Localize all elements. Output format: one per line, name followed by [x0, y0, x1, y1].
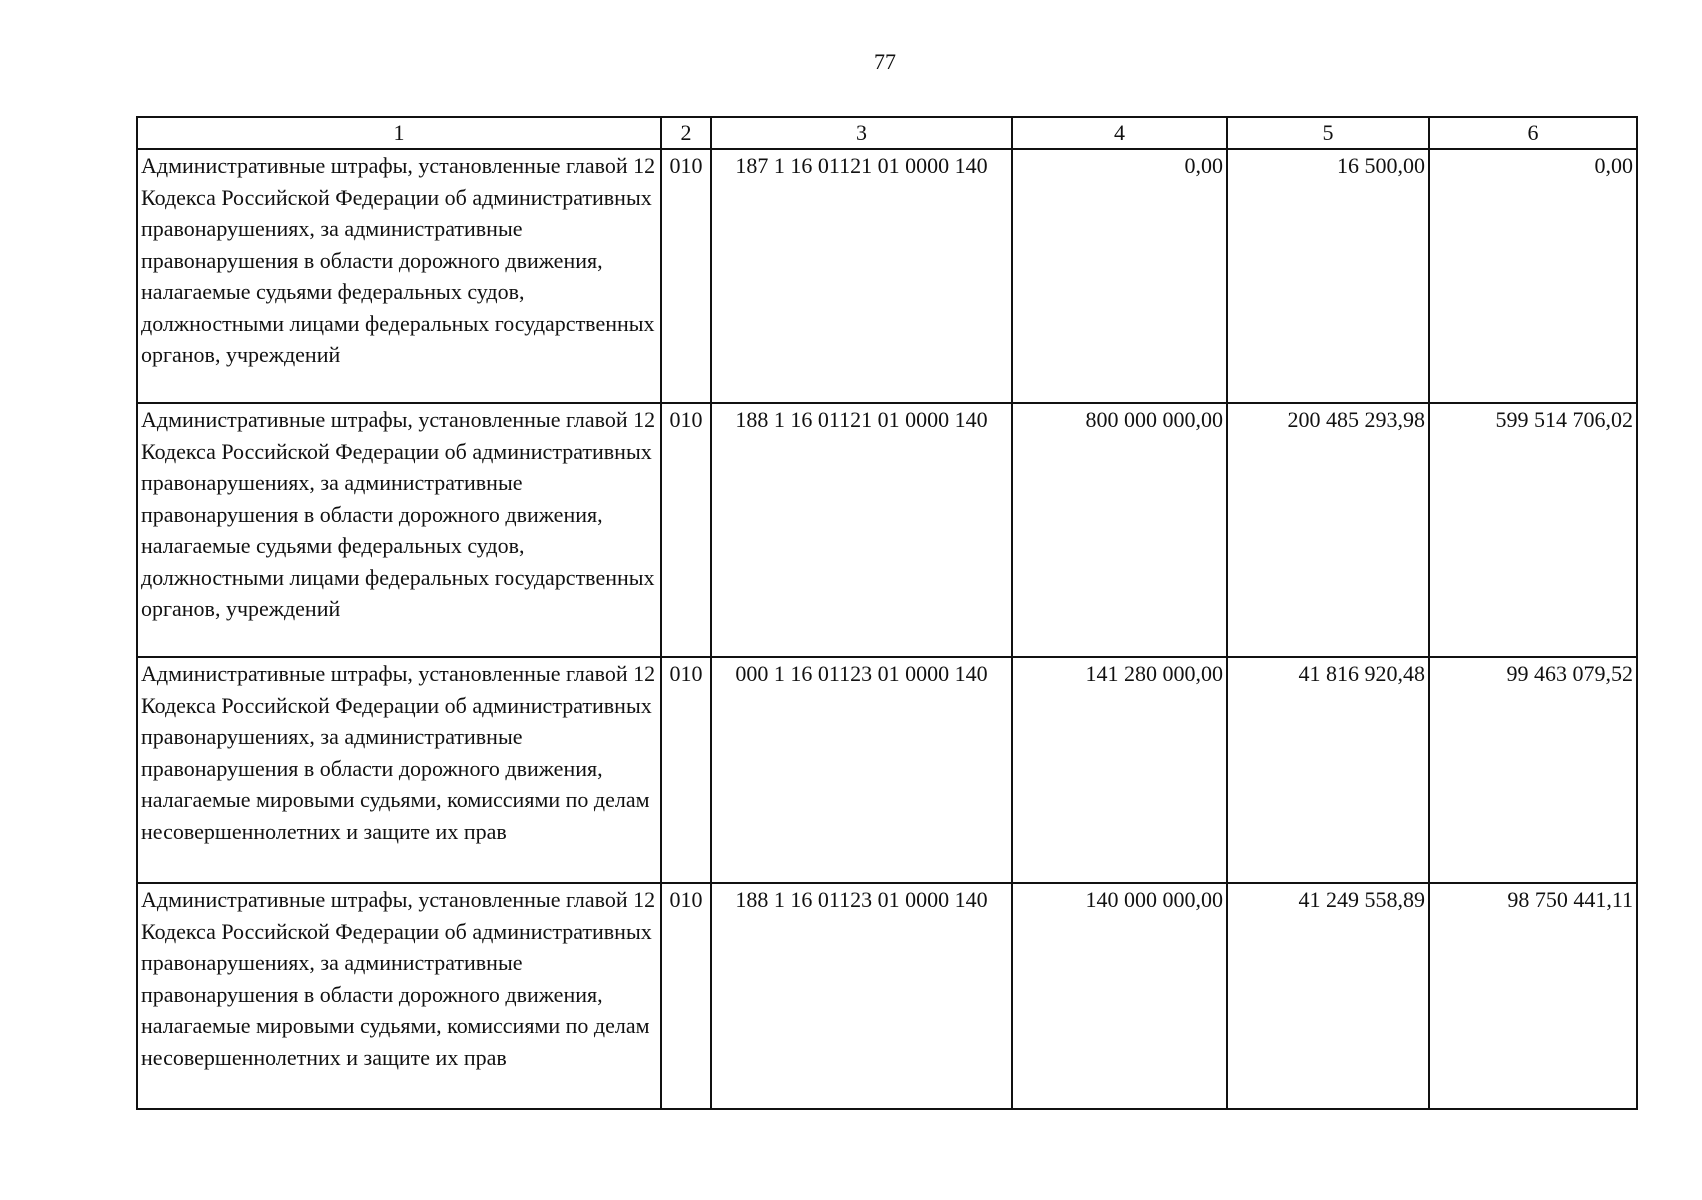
row-name-cell: Административные штрафы, установленные главой 12 Кодекса Российской Федерации об административных правонарушениях, за административные правонарушения в области дорожного движения, налагаемые судьями федеральных судов, должностными лицами федеральных государственных органов, учреждений: [137, 149, 661, 403]
unexecuted-amount-cell: 599 514 706,02: [1429, 403, 1637, 657]
executed-amount-cell: 16 500,00: [1227, 149, 1429, 403]
line-code-cell: 010: [661, 149, 711, 403]
column-header: 3: [711, 117, 1012, 149]
budget-code-cell: 188 1 16 01123 01 0000 140: [711, 883, 1012, 1109]
table-header-row: [137, 117, 1637, 149]
row-name-cell: Административные штрафы, установленные главой 12 Кодекса Российской Федерации об административных правонарушениях, за административные правонарушения в области дорожного движения, налагаемые мировыми судьями, комиссиями по делам несовершеннолетних и защите их прав: [137, 883, 661, 1109]
budget-code-cell: 187 1 16 01121 01 0000 140: [711, 149, 1012, 403]
unexecuted-amount-cell: 98 750 441,11: [1429, 883, 1637, 1109]
table-row: [137, 883, 1637, 1109]
page-number: 77: [874, 49, 896, 74]
column-header: 5: [1227, 117, 1429, 149]
approved-amount-cell: 141 280 000,00: [1012, 657, 1227, 883]
column-header: 2: [661, 117, 711, 149]
budget-code-cell: 000 1 16 01123 01 0000 140: [711, 657, 1012, 883]
budget-code-cell: 188 1 16 01121 01 0000 140: [711, 403, 1012, 657]
line-code-cell: 010: [661, 657, 711, 883]
column-header: 6: [1429, 117, 1637, 149]
executed-amount-cell: 200 485 293,98: [1227, 403, 1429, 657]
row-name-cell: Административные штрафы, установленные главой 12 Кодекса Российской Федерации об административных правонарушениях, за административные правонарушения в области дорожного движения, налагаемые судьями федеральных судов, должностными лицами федеральных государственных органов, учреждений: [137, 403, 661, 657]
approved-amount-cell: 0,00: [1012, 149, 1227, 403]
table-row: [137, 657, 1637, 883]
table-row: [137, 149, 1637, 403]
unexecuted-amount-cell: 99 463 079,52: [1429, 657, 1637, 883]
executed-amount-cell: 41 816 920,48: [1227, 657, 1429, 883]
table-row: [137, 403, 1637, 657]
line-code-cell: 010: [661, 883, 711, 1109]
column-header: 4: [1012, 117, 1227, 149]
row-name-cell: Административные штрафы, установленные главой 12 Кодекса Российской Федерации об административных правонарушениях, за административные правонарушения в области дорожного движения, налагаемые мировыми судьями, комиссиями по делам несовершеннолетних и защите их прав: [137, 657, 661, 883]
approved-amount-cell: 140 000 000,00: [1012, 883, 1227, 1109]
unexecuted-amount-cell: 0,00: [1429, 149, 1637, 403]
line-code-cell: 010: [661, 403, 711, 657]
approved-amount-cell: 800 000 000,00: [1012, 403, 1227, 657]
budget-table: [136, 116, 1638, 1110]
column-header: 1: [137, 117, 661, 149]
executed-amount-cell: 41 249 558,89: [1227, 883, 1429, 1109]
